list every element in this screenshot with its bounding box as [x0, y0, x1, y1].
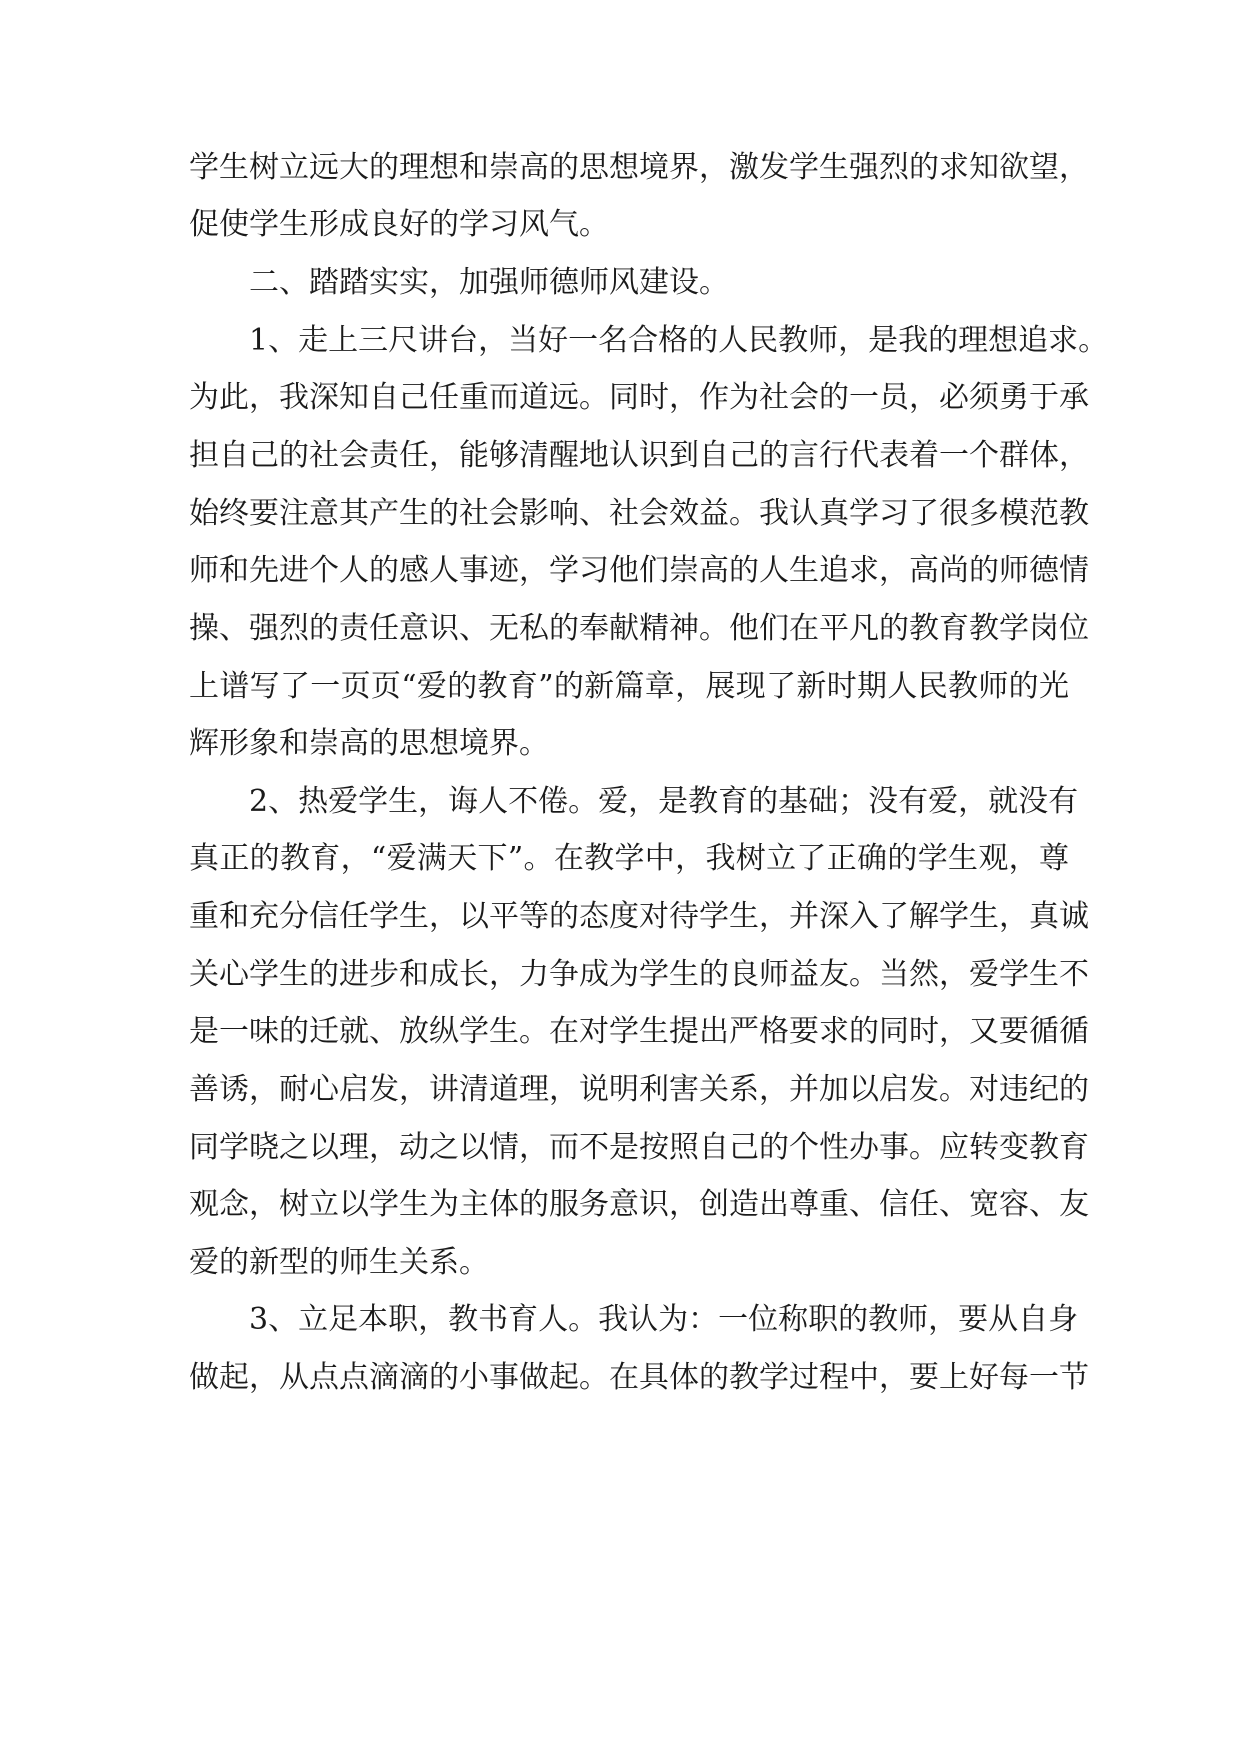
- text-line: 师和先进个人的感人事迹，学习他们崇高的人生追求，高尚的师德情: [189, 553, 1089, 588]
- text-line: 善诱，耐心启发，讲清道理，说明利害关系，并加以启发。对违纪的: [189, 1072, 1089, 1107]
- text-line: 3、立足本职，教书育人。我认为：一位称职的教师，要从自身: [249, 1302, 1079, 1337]
- text-line: 促使学生形成良好的学习风气。: [189, 207, 609, 242]
- text-line: 上谱写了一页页“爱的教育”的新篇章，展现了新时期人民教师的光: [189, 669, 1069, 704]
- section-heading: 二、踏踏实实，加强师德师风建设。: [249, 265, 729, 300]
- text-line: 重和充分信任学生，以平等的态度对待学生，并深入了解学生，真诚: [189, 899, 1089, 934]
- text-line: 2、热爱学生，诲人不倦。爱，是教育的基础；没有爱，就没有: [249, 784, 1079, 819]
- text-line: 观念，树立以学生为主体的服务意识，创造出尊重、信任、宽容、友: [189, 1187, 1089, 1222]
- text-line: 担自己的社会责任，能够清醒地认识到自己的言行代表着一个群体，: [189, 438, 1089, 473]
- text-line: 操、强烈的责任意识、无私的奉献精神。他们在平凡的教育教学岗位: [189, 611, 1089, 646]
- text-line: 关心学生的进步和成长，力争成为学生的良师益友。当然，爱学生不: [189, 957, 1089, 992]
- text-line: 1、走上三尺讲台，当好一名合格的人民教师，是我的理想追求。: [249, 323, 1109, 358]
- text-line: 始终要注意其产生的社会影响、社会效益。我认真学习了很多模范教: [189, 496, 1089, 531]
- text-line: 真正的教育，“爱满天下”。在教学中，我树立了正确的学生观，尊: [189, 841, 1069, 876]
- text-line: 是一味的迁就、放纵学生。在对学生提出严格要求的同时，又要循循: [189, 1014, 1089, 1049]
- text-line: 辉形象和崇高的思想境界。: [189, 726, 549, 761]
- text-line: 做起，从点点滴滴的小事做起。在具体的教学过程中，要上好每一节: [189, 1360, 1089, 1395]
- text-line: 爱的新型的师生关系。: [189, 1245, 489, 1280]
- text-line: 为此，我深知自己任重而道远。同时，作为社会的一员，必须勇于承: [189, 380, 1089, 415]
- text-line: 学生树立远大的理想和崇高的思想境界，激发学生强烈的求知欲望，: [189, 150, 1089, 185]
- text-line: 同学晓之以理，动之以情，而不是按照自己的个性办事。应转变教育: [189, 1130, 1089, 1165]
